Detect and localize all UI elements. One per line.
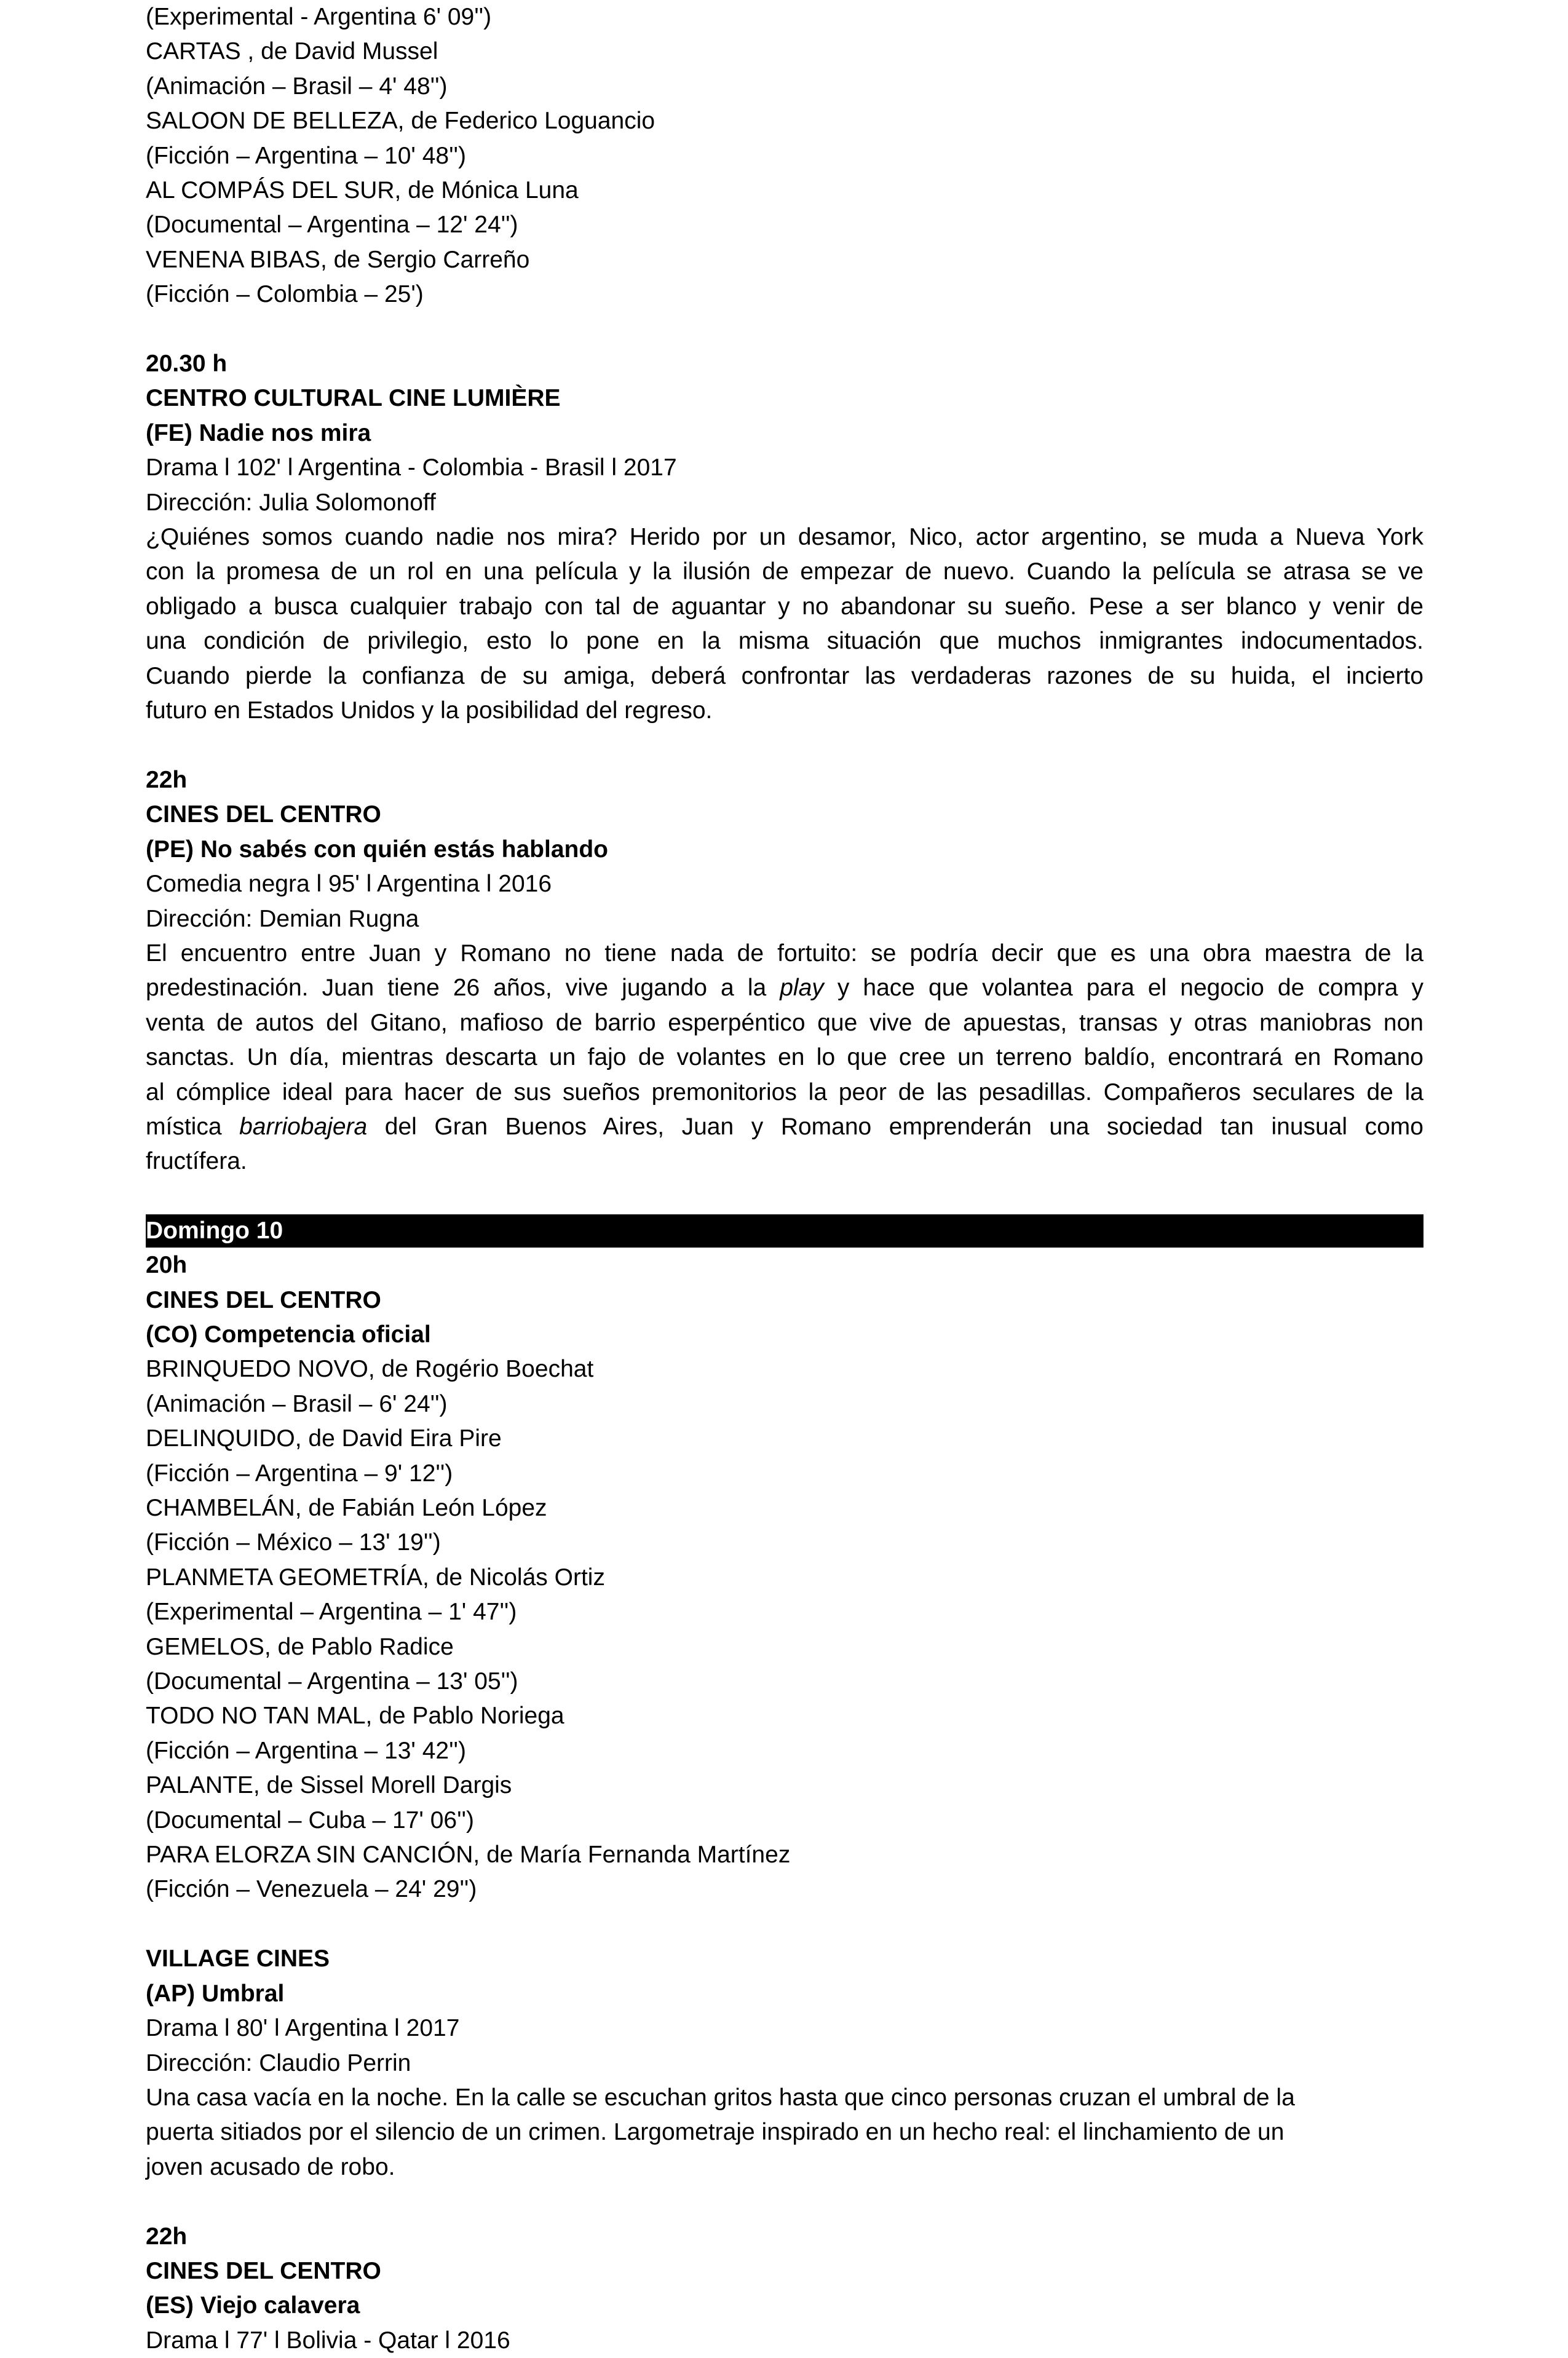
synopsis-italic: play: [780, 975, 824, 1002]
synopsis-line: Una casa vacía en la noche. En la calle se escuchan gritos hasta que cinco personas cruzan el umbral de la: [146, 2084, 1295, 2111]
screening-time: 22h: [146, 766, 188, 793]
venue-name: CINES DEL CENTRO: [146, 2257, 381, 2284]
film-entry: TODO NO TAN MAL, de Pablo Noriega: [146, 1703, 564, 1730]
spacer: [146, 312, 1423, 347]
film-info: Comedia negra l 95' l Argentina l 2016: [146, 871, 552, 898]
spacer: [146, 729, 1423, 763]
film-entry: (Animación – Brasil – 6' 24''): [146, 1390, 448, 1417]
synopsis-line: al cómplice ideal para hacer de sus sueños premonitorios la peor de las pesadillas. Compañeros seculares de la: [146, 1078, 1423, 1106]
film-entry: (Documental – Argentina – 12' 24''): [146, 212, 518, 239]
film-info: Drama l 77' l Bolivia - Qatar l 2016: [146, 2327, 510, 2354]
film-director: Dirección: Demian Rugna: [146, 905, 419, 932]
synopsis-line: puerta sitiados por el silencio de un crimen. Largometraje inspirado en un hecho real: el linchamiento de un: [146, 2119, 1285, 2146]
synopsis-line: una condición de privilegio, esto lo pone en la misma situación que muchos inmigrantes indocumentados.: [146, 628, 1423, 655]
film-entry: (Experimental – Argentina – 1' 47''): [146, 1599, 517, 1626]
film-entry: (Ficción – Venezuela – 24' 29''): [146, 1876, 477, 1903]
film-entry: DELINQUIDO, de David Eira Pire: [146, 1425, 502, 1452]
screening-time: 20h: [146, 1252, 188, 1279]
film-info: Drama l 102' l Argentina - Colombia - Brasil l 2017: [146, 454, 677, 481]
venue-name: VILLAGE CINES: [146, 1945, 330, 1972]
film-director: Dirección: Julia Solomonoff: [146, 489, 436, 516]
spacer: [146, 1907, 1423, 1942]
screening-competencia-oficial: [146, 1248, 1423, 1907]
film-title: (AP) Umbral: [146, 1980, 285, 2007]
film-entry: (Documental – Argentina – 13' 05''): [146, 1668, 518, 1695]
film-entry: GEMELOS, de Pablo Radice: [146, 1633, 454, 1660]
spacer: [146, 1179, 1423, 1214]
film-synopsis: [146, 936, 1423, 1179]
day-header: Domingo 10: [146, 1214, 1423, 1248]
synopsis-line: [146, 1110, 1423, 1144]
film-entry: (Ficción – Colombia – 25'): [146, 281, 424, 308]
film-entry: (Experimental - Argentina 6' 09''): [146, 4, 492, 30]
spacer: [146, 2185, 1423, 2219]
synopsis-text: y hace que volantea para el negocio de compra y: [823, 975, 1423, 1002]
screening-umbral: [146, 1942, 1423, 2185]
film-entry: PALANTE, de Sissel Morell Dargis: [146, 1772, 512, 1799]
film-title: (FE) Nadie nos mira: [146, 419, 371, 446]
synopsis-line: ¿Quiénes somos cuando nadie nos mira? Herido por un desamor, Nico, actor argentino, se muda a Nueva York: [146, 524, 1423, 551]
film-entry: PLANMETA GEOMETRÍA, de Nicolás Ortiz: [146, 1564, 605, 1591]
film-list-continued: [146, 0, 1423, 312]
synopsis-text: predestinación. Juan tiene 26 años, vive jugando a la: [146, 975, 780, 1002]
synopsis-line: con la promesa de un rol en una película y la ilusión de empezar de nuevo. Cuando la película se atrasa se ve: [146, 558, 1423, 585]
film-entry: AL COMPÁS DEL SUR, de Mónica Luna: [146, 177, 579, 204]
section-title: (CO) Competencia oficial: [146, 1321, 431, 1348]
venue-name: CINES DEL CENTRO: [146, 1286, 381, 1313]
synopsis-line: joven acusado de robo.: [146, 2153, 395, 2180]
film-title: (PE) No sabés con quién estás hablando: [146, 836, 608, 863]
film-entry: CARTAS , de David Mussel: [146, 38, 438, 65]
venue-name: CINES DEL CENTRO: [146, 801, 381, 828]
film-entry: (Ficción – Argentina – 9' 12''): [146, 1460, 453, 1487]
synopsis-line: Cuando pierde la confianza de su amiga, deberá confrontar las verdaderas razones de su huida, el incierto: [146, 662, 1423, 689]
synopsis-text: del Gran Buenos Aires, Juan y Romano emprenderán una sociedad tan inusual como: [367, 1113, 1423, 1140]
film-entry: (Ficción – Argentina – 13' 42''): [146, 1737, 466, 1764]
film-info: Drama l 80' l Argentina l 2017: [146, 2015, 460, 2042]
film-director: Dirección: Claudio Perrin: [146, 2049, 411, 2076]
synopsis-line: El encuentro entre Juan y Romano no tiene nada de fortuito: se podría decir que es una obra maestra de la: [146, 940, 1423, 967]
film-entry: VENENA BIBAS, de Sergio Carreño: [146, 246, 530, 273]
synopsis-italic: barriobajera: [239, 1113, 368, 1140]
document-page: [146, 0, 1423, 2358]
synopsis-line: [146, 971, 1423, 1005]
film-entry: CHAMBELÁN, de Fabián León López: [146, 1495, 547, 1522]
film-entry: (Ficción – México – 13' 19''): [146, 1529, 441, 1556]
screening-time: 20.30 h: [146, 350, 228, 378]
venue-name: CENTRO CULTURAL CINE LUMIÈRE: [146, 385, 561, 412]
synopsis-line: venta de autos del Gitano, mafioso de barrio esperpéntico que vive de apuestas, transas y otras maniobras non: [146, 1009, 1423, 1036]
synopsis-line: fructífera.: [146, 1148, 247, 1175]
film-entry: BRINQUEDO NOVO, de Rogério Boechat: [146, 1356, 594, 1383]
screening-no-sabes-con-quien: [146, 763, 1423, 1179]
film-entry: (Ficción – Argentina – 10' 48''): [146, 142, 466, 169]
synopsis-text: mística: [146, 1113, 240, 1140]
screening-viejo-calavera: [146, 2220, 1423, 2358]
film-entry: (Documental – Cuba – 17' 06''): [146, 1806, 474, 1834]
film-synopsis: [146, 520, 1423, 728]
synopsis-line: futuro en Estados Unidos y la posibilidad del regreso.: [146, 697, 713, 724]
screening-time: 22h: [146, 2223, 188, 2250]
film-title: (ES) Viejo calavera: [146, 2292, 360, 2319]
film-entry: PARA ELORZA SIN CANCIÓN, de María Fernanda Martínez: [146, 1842, 791, 1869]
film-entry: (Animación – Brasil – 4' 48''): [146, 73, 448, 100]
synopsis-line: obligado a busca cualquier trabajo con tal de aguantar y no abandonar su sueño. Pese a ser blanco y venir de: [146, 593, 1423, 620]
screening-nadie-nos-mira: [146, 347, 1423, 728]
synopsis-line: sanctas. Un día, mientras descarta un fajo de volantes en lo que cree un terreno baldío, encontrará en Romano: [146, 1044, 1423, 1071]
film-entry: SALOON DE BELLEZA, de Federico Loguancio: [146, 108, 655, 135]
